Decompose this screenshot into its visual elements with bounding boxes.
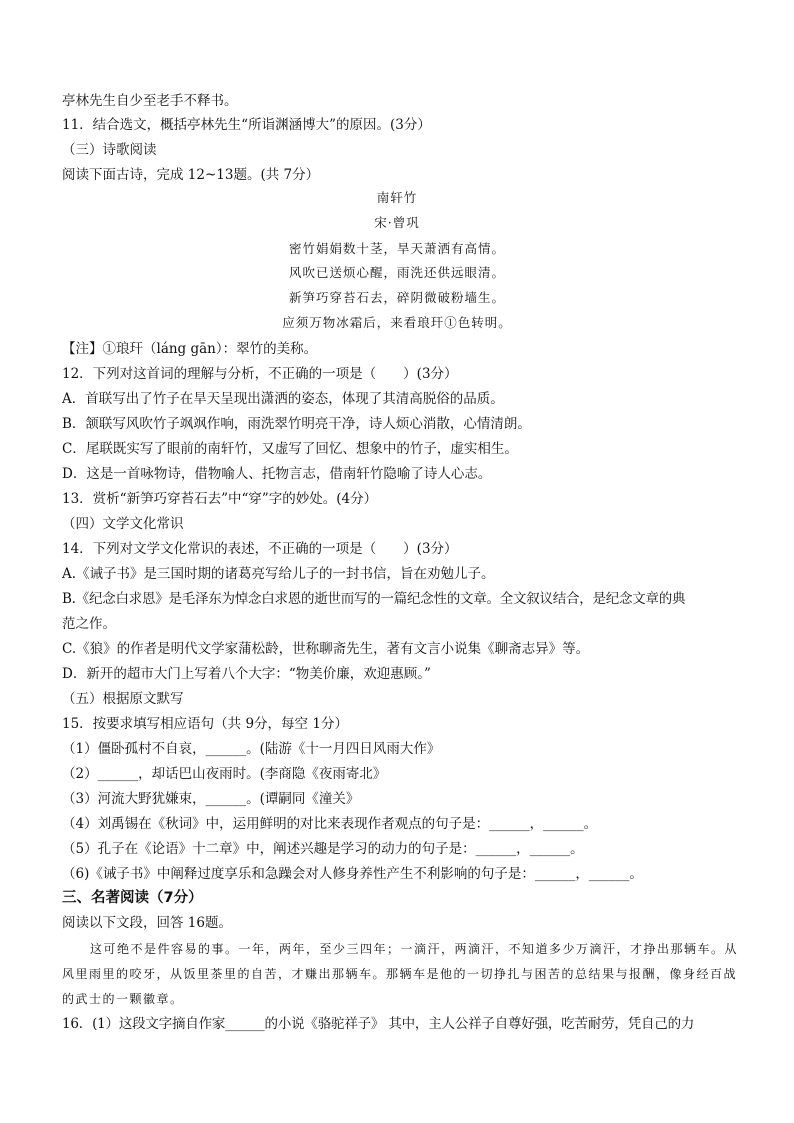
poem-line-2: 风吹已送烦心醒，雨洗还供远眼清。: [288, 265, 505, 280]
question-15-item-5: （5）孔子在《论语》十二章》中，阐述兴趣是学习的动力的句子是：______，______。: [62, 841, 584, 857]
question-12-option-d: D．这是一首咏物诗，借物喻人、托物言志，借南轩竹隐喻了诗人心志。: [62, 466, 492, 482]
poem-title: 南轩竹: [376, 190, 418, 205]
question-15-item-3: （3）河流大野犹嫌束，______。(谭嗣同《潼关》: [62, 791, 360, 807]
question-14-option-d: D．新开的超市大门上写着八个大字：“物美价廉，欢迎惠顾。”: [62, 666, 431, 682]
poem-line-4: 应须万物冰霜后，来看琅玕①色转明。: [282, 315, 512, 330]
question-11: 11．结合选文，概括亭林先生“所诣渊涵博大”的原因。(3分）: [62, 117, 431, 133]
question-15-item-4: （4）刘禹锡在《秋词》中，运用鲜明的对比来表现作者观点的句子是：______，______。: [62, 816, 598, 832]
question-14: 14．下列对文学文化常识的表述，不正确的一项是（ ）(3分）: [62, 541, 458, 557]
poetry-instruction: 阅读下面古诗，完成 12~13题。(共 7分）: [62, 167, 320, 183]
novel-excerpt-text: 这可绝不是件容易的事。一年，两年，至少三四年；一滴汗，两滴汗，不知道多少万滴汗，才挣出那辆车。从风里雨里的咬牙，从饭里茶里的自苦，才赚出那辆车。那辆车是他的一切挣扎与困苦的总结果与报酬，像身经百战的武士的一颗徽章。: [62, 942, 739, 1006]
question-14-option-c: C.《狼》的作者是明代文学家蒲松龄，世称聊斋先生，著有文言小说集《聊斋志异》等。: [62, 641, 590, 657]
section-recitation-heading: （五）根据原文默写: [62, 691, 184, 707]
question-13: 13．赏析“新笋巧穿苔石去”中“穿”字的妙处。(4分）: [62, 491, 378, 507]
poem-line-1: 密竹娟娟数十茎，旱天萧洒有高情。: [288, 241, 505, 256]
question-14-option-b: B.《纪念白求恩》是毛泽东为悼念白求恩的逝世而写的一篇纪念性的文章。全文叙议结合，是纪念文章的典: [62, 591, 686, 607]
question-12-option-b: B．颔联写风吹竹子飒飒作响，雨洗翠竹明亮干净，诗人烦心消散，心情清朗。: [62, 416, 531, 432]
novel-excerpt: [62, 937, 738, 1012]
passage-last-line: 亭林先生自少至老手不释书。: [62, 93, 238, 109]
section-literature-heading: （四）文学文化常识: [62, 516, 184, 532]
poem-author: 宋·曾巩: [374, 215, 420, 230]
question-14-option-b-cont: 范之作。: [62, 616, 116, 632]
section-poetry-heading: （三）诗歌阅读: [62, 142, 157, 158]
question-15: 15．按要求填写相应语句（共 9分，每空 1分）: [62, 716, 348, 732]
question-15-item-1: （1）僵卧孤村不自哀，______。(陆游《十一月四日风雨大作》: [62, 741, 441, 757]
poem-note: 【注】①琅玕（láng gān）：翠竹的美称。: [62, 341, 318, 357]
question-14-option-a: A.《诫子书》是三国时期的诸葛亮写给儿子的一封书信，旨在劝勉儿子。: [62, 566, 495, 582]
question-15-item-2: （2）______，却话巴山夜雨时。(李商隐《夜雨寄北》: [62, 766, 387, 782]
question-12-option-c: C．尾联既实写了眼前的南轩竹，又虚写了回忆、想象中的竹子，虚实相生。: [62, 441, 518, 457]
question-12: 12．下列对这首词的理解与分析，不正确的一项是（ ）(3分）: [62, 366, 458, 382]
question-12-option-a: A．首联写出了竹子在旱天呈现出潇洒的姿态，体现了其清高脱俗的品质。: [62, 391, 504, 407]
question-15-item-6: （6)《诫子书》中阐释过度享乐和急躁会对人修身养性产生不利影响的句子是：______，______。: [62, 866, 643, 882]
classics-instruction: 阅读以下文段，回答 16题。: [62, 915, 232, 931]
section-classics-heading: 三、名著阅读（7分）: [62, 890, 203, 906]
question-16: 16．(1）这段文字摘自作家______的小说《骆驼祥子》 其中，主人公祥子自尊好强，吃苦耐劳，凭自己的力: [62, 1016, 695, 1032]
poem-line-3: 新笋巧穿苔石去，碎阴微破粉墙生。: [288, 290, 505, 305]
